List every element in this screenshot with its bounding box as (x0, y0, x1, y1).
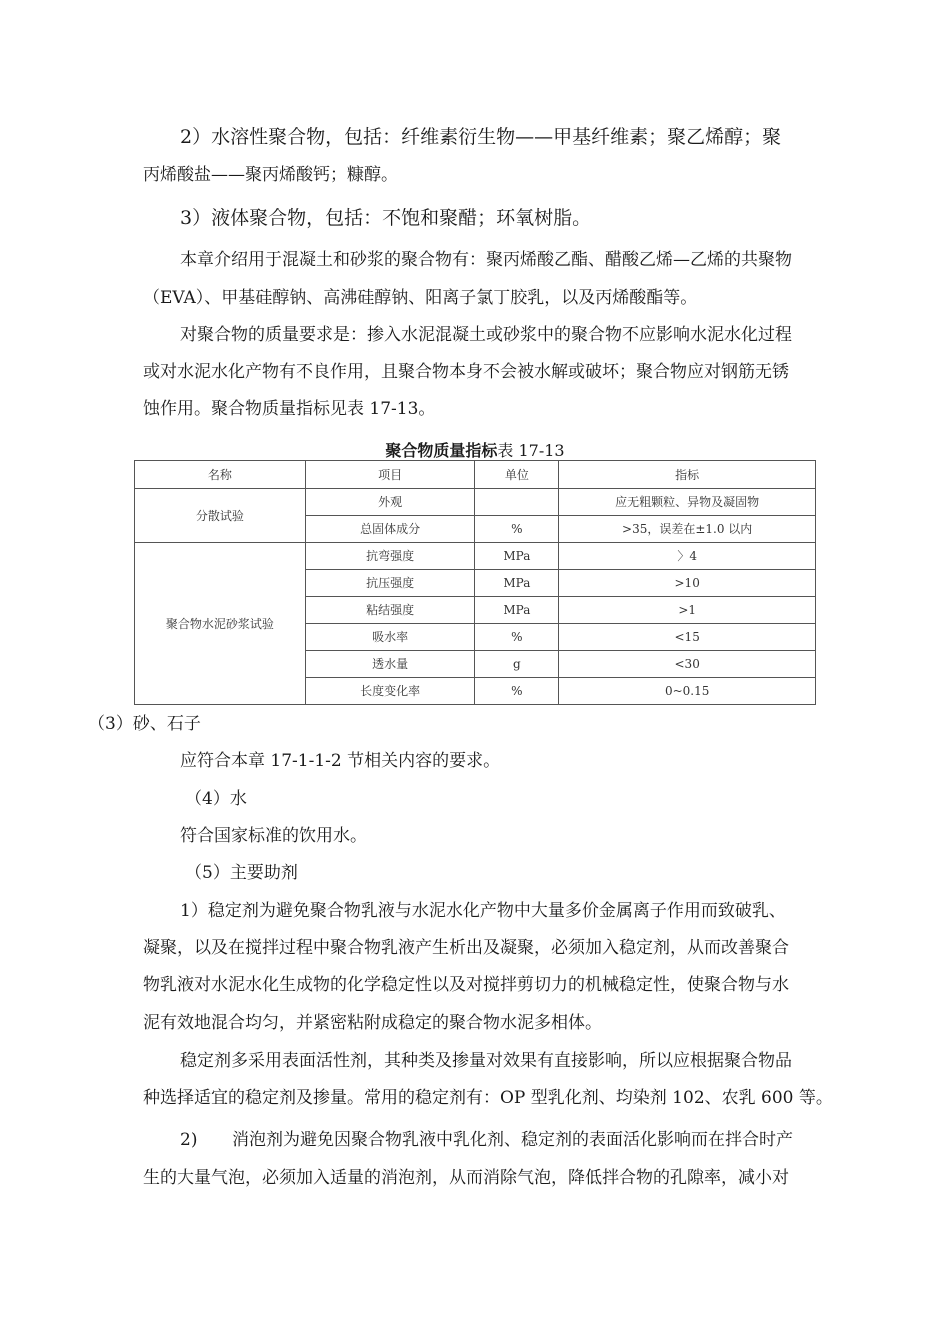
heading-water: （4）水 (185, 789, 247, 809)
cell-value: >35，误差在±1.0 以内 (559, 516, 816, 543)
header-index: 指标 (559, 461, 816, 489)
cell-unit: MPa (475, 570, 559, 597)
table-row (135, 543, 816, 570)
heading-additives: （5）主要助剂 (185, 863, 298, 883)
cell-value: >1 (559, 597, 816, 624)
text-line: 凝聚，以及在搅拌过程中聚合物乳液产生析出及凝聚，必须加入稳定剂，从而改善聚合 (143, 938, 789, 958)
cell-item: 总固体成分 (305, 516, 475, 543)
cell-value: >10 (559, 570, 816, 597)
cell-unit: % (475, 516, 559, 543)
cell-value: <30 (559, 651, 816, 678)
text-line: 蚀作用。聚合物质量指标见表 17-13。 (143, 399, 436, 419)
cell-item: 抗弯强度 (305, 543, 475, 570)
group-mortar-test: 聚合物水泥砂浆试验 (135, 543, 306, 705)
cell-item: 透水量 (305, 651, 475, 678)
cell-item: 外观 (305, 489, 475, 516)
heading-sand-stone: （3）砂、石子 (88, 714, 201, 734)
text-line: 泥有效地混合均匀，并紧密粘附成稳定的聚合物水泥多相体。 (143, 1013, 602, 1033)
header-item: 项目 (305, 461, 475, 489)
cell-value: <15 (559, 624, 816, 651)
text-water: 符合国家标准的饮用水。 (180, 826, 367, 846)
cell-unit: g (475, 651, 559, 678)
text-line: 消泡剂为避免因聚合物乳液中乳化剂、稳定剂的表面活化影响而在拌合时产 (232, 1130, 793, 1150)
cell-unit: MPa (475, 543, 559, 570)
cell-unit: % (475, 624, 559, 651)
text-line: 物乳液对水泥水化生成物的化学稳定性以及对搅拌剪切力的机械稳定性，使聚合物与水 (143, 975, 789, 995)
cell-item: 长度变化率 (305, 678, 475, 705)
text-line: 丙烯酸盐——聚丙烯酸钙；糠醇。 (143, 165, 398, 185)
text-line: （EVA）、甲基硅醇钠、高沸硅醇钠、阳离子氯丁胶乳，以及丙烯酸酯等。 (143, 288, 698, 308)
table-header-row (135, 461, 816, 489)
text-line: 2）水溶性聚合物，包括：纤维素衍生物——甲基纤维素；聚乙烯醇；聚 (180, 126, 782, 148)
cell-value: 〉4 (559, 543, 816, 570)
cell-item: 粘结强度 (305, 597, 475, 624)
text-sand-stone: 应符合本章 17-1-1-2 节相关内容的要求。 (180, 751, 501, 771)
quality-index-table (134, 460, 816, 705)
cell-unit (475, 489, 559, 516)
text-line: 本章介绍用于混凝土和砂浆的聚合物有：聚丙烯酸乙酯、醋酸乙烯—乙烯的共聚物 (180, 250, 792, 270)
text-line: 或对水泥水化产物有不良作用，且聚合物本身不会被水解或破坏；聚合物应对钢筋无锈 (143, 362, 789, 382)
text-line: 种选择适宜的稳定剂及掺量。常用的稳定剂有：OP 型乳化剂、均染剂 102、农乳 600 等。 (143, 1088, 833, 1108)
cell-value: 应无粗颗粒、异物及凝固物 (559, 489, 816, 516)
list-number: 2) (180, 1130, 198, 1150)
text-line: 生的大量气泡，必须加入适量的消泡剂，从而消除气泡，降低拌合物的孔隙率，减小对 (143, 1168, 789, 1188)
cell-unit: MPa (475, 597, 559, 624)
text-line: 对聚合物的质量要求是：掺入水泥混凝土或砂浆中的聚合物不应影响水泥水化过程 (180, 325, 792, 345)
table-caption-number: 表 17-13 (497, 441, 565, 460)
cell-value: 0~0.15 (559, 678, 816, 705)
group-dispersion-test: 分散试验 (135, 489, 306, 543)
header-name: 名称 (135, 461, 306, 489)
cell-unit: % (475, 678, 559, 705)
table-caption (0, 438, 950, 461)
cell-item: 吸水率 (305, 624, 475, 651)
table-caption-title: 聚合物质量指标 (385, 441, 498, 460)
table-row (135, 489, 816, 516)
paragraph-liquid-polymer: 3）液体聚合物，包括：不饱和聚醋；环氧树脂。 (180, 207, 592, 229)
text-line: 稳定剂多采用表面活性剂，其种类及掺量对效果有直接影响，所以应根据聚合物品 (180, 1051, 792, 1071)
cell-item: 抗压强度 (305, 570, 475, 597)
header-unit: 单位 (475, 461, 559, 489)
text-line: 1）稳定剂为避免聚合物乳液与水泥水化产物中大量多价金属离子作用而致破乳、 (180, 901, 786, 921)
